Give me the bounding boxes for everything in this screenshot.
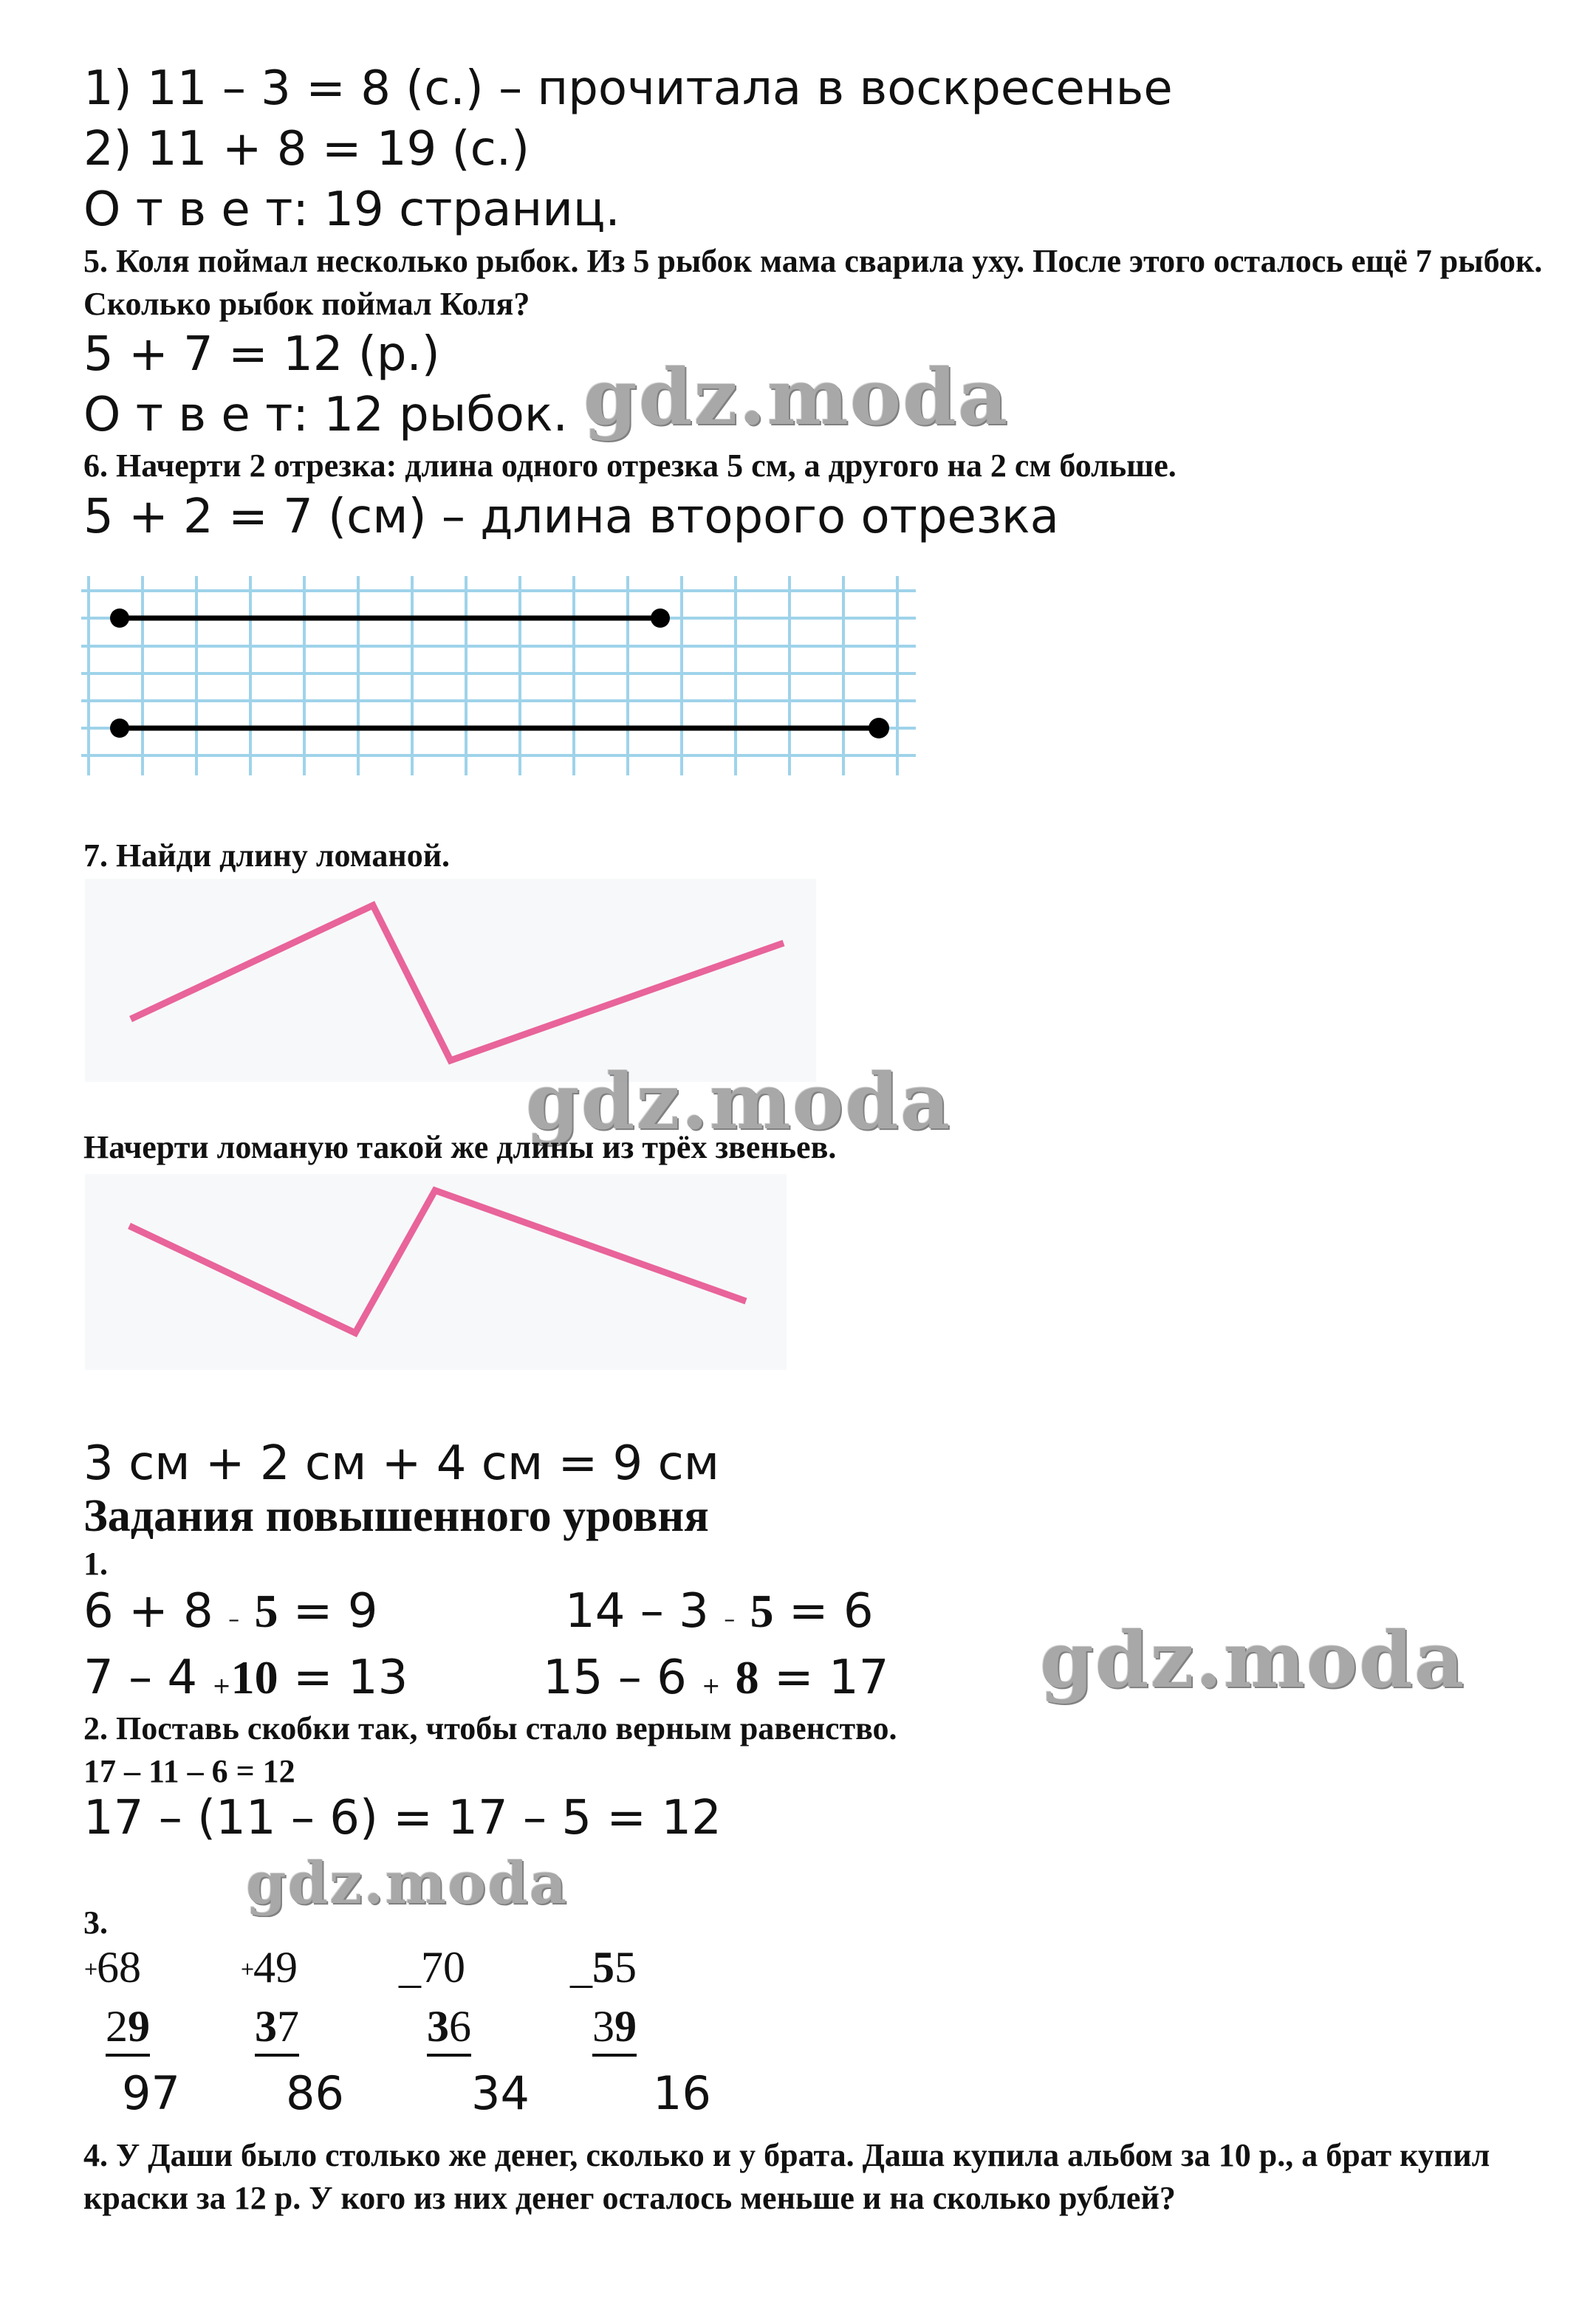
column-diff-1: _70 36 34	[399, 1943, 530, 2120]
task-6-text: 6. Начерти 2 отрезка: длина одного отрезка 5 см, а другого на 2 см больше.	[83, 448, 1177, 484]
equation-4: 15 – 6 + 8 = 17	[543, 1650, 889, 1705]
task-6-solution: 5 + 2 = 7 (см) – длина второго отрезка	[83, 490, 1059, 544]
watermark: gdz.moda	[1040, 1614, 1466, 1705]
task-5-answer: О т в е т: 12 рыбок.	[83, 388, 568, 442]
task-7-text: 7. Найди длину ломаной.	[83, 837, 451, 874]
column-sum-1: + 68 29 97	[83, 1943, 180, 2120]
column-sum-2: + 49 37 86	[240, 1943, 344, 2120]
task-7-text-2: Начерти ломаную такой же длины из трёх звеньев.	[83, 1129, 837, 1165]
segment-5cm-end	[651, 608, 670, 628]
equation-2: 14 – 3 – 5 = 6	[565, 1584, 874, 1639]
polyline-figure-1	[85, 879, 823, 1086]
adv-task-4-text: 4. У Даши было столько же денег, сколько и у брата. Даша купила альбом за 10 р., а брат купил краски за 12 р. У кого из них денег осталось меньше и на сколько рублей?	[83, 2137, 1490, 2216]
solution-line-1: 1) 11 – 3 = 8 (с.) – прочитала в воскресенье	[83, 61, 1173, 116]
watermark: gdz.moda	[583, 352, 1010, 442]
task-5-solution: 5 + 7 = 12 (р.)	[83, 327, 440, 382]
adv-task-3-number: 3.	[83, 1905, 108, 1941]
watermark: gdz.moda	[246, 1850, 569, 1917]
segment-5cm-start	[110, 608, 129, 628]
column-diff-2: _55 39 16	[570, 1943, 711, 2120]
equation-1: 6 + 8 – 5 = 9	[83, 1584, 378, 1639]
segments-grid-figure	[81, 576, 916, 775]
adv-task-1-number: 1.	[83, 1546, 108, 1582]
adv-task-2-given: 17 – 11 – 6 = 12	[83, 1753, 295, 1789]
grid-paper	[81, 576, 916, 775]
segment-7cm-end	[869, 718, 889, 738]
task-7-solution: 3 см + 2 см + 4 см = 9 см	[83, 1436, 720, 1491]
polyline-figure-2	[85, 1174, 794, 1374]
task-5-text: 5. Коля поймал несколько рыбок. Из 5 рыбок мама сварила уху. После этого осталось ещё 7 рыбок. Сколько рыбок поймал Коля?	[83, 243, 1543, 322]
equation-3: 7 – 4 +10 = 13	[83, 1650, 408, 1705]
adv-task-2-solution: 17 – (11 – 6) = 17 – 5 = 12	[83, 1791, 722, 1845]
segment-7cm-start	[110, 719, 129, 738]
answer-line: О т в е т: 19 страниц.	[83, 182, 620, 237]
solution-line-2: 2) 11 + 8 = 19 (с.)	[83, 122, 530, 176]
watermark: gdz.moda	[526, 1056, 952, 1147]
section-heading: Задания повышенного уровня	[83, 1491, 709, 1541]
adv-task-2-text: 2. Поставь скобки так, чтобы стало верным равенство.	[83, 1710, 897, 1746]
